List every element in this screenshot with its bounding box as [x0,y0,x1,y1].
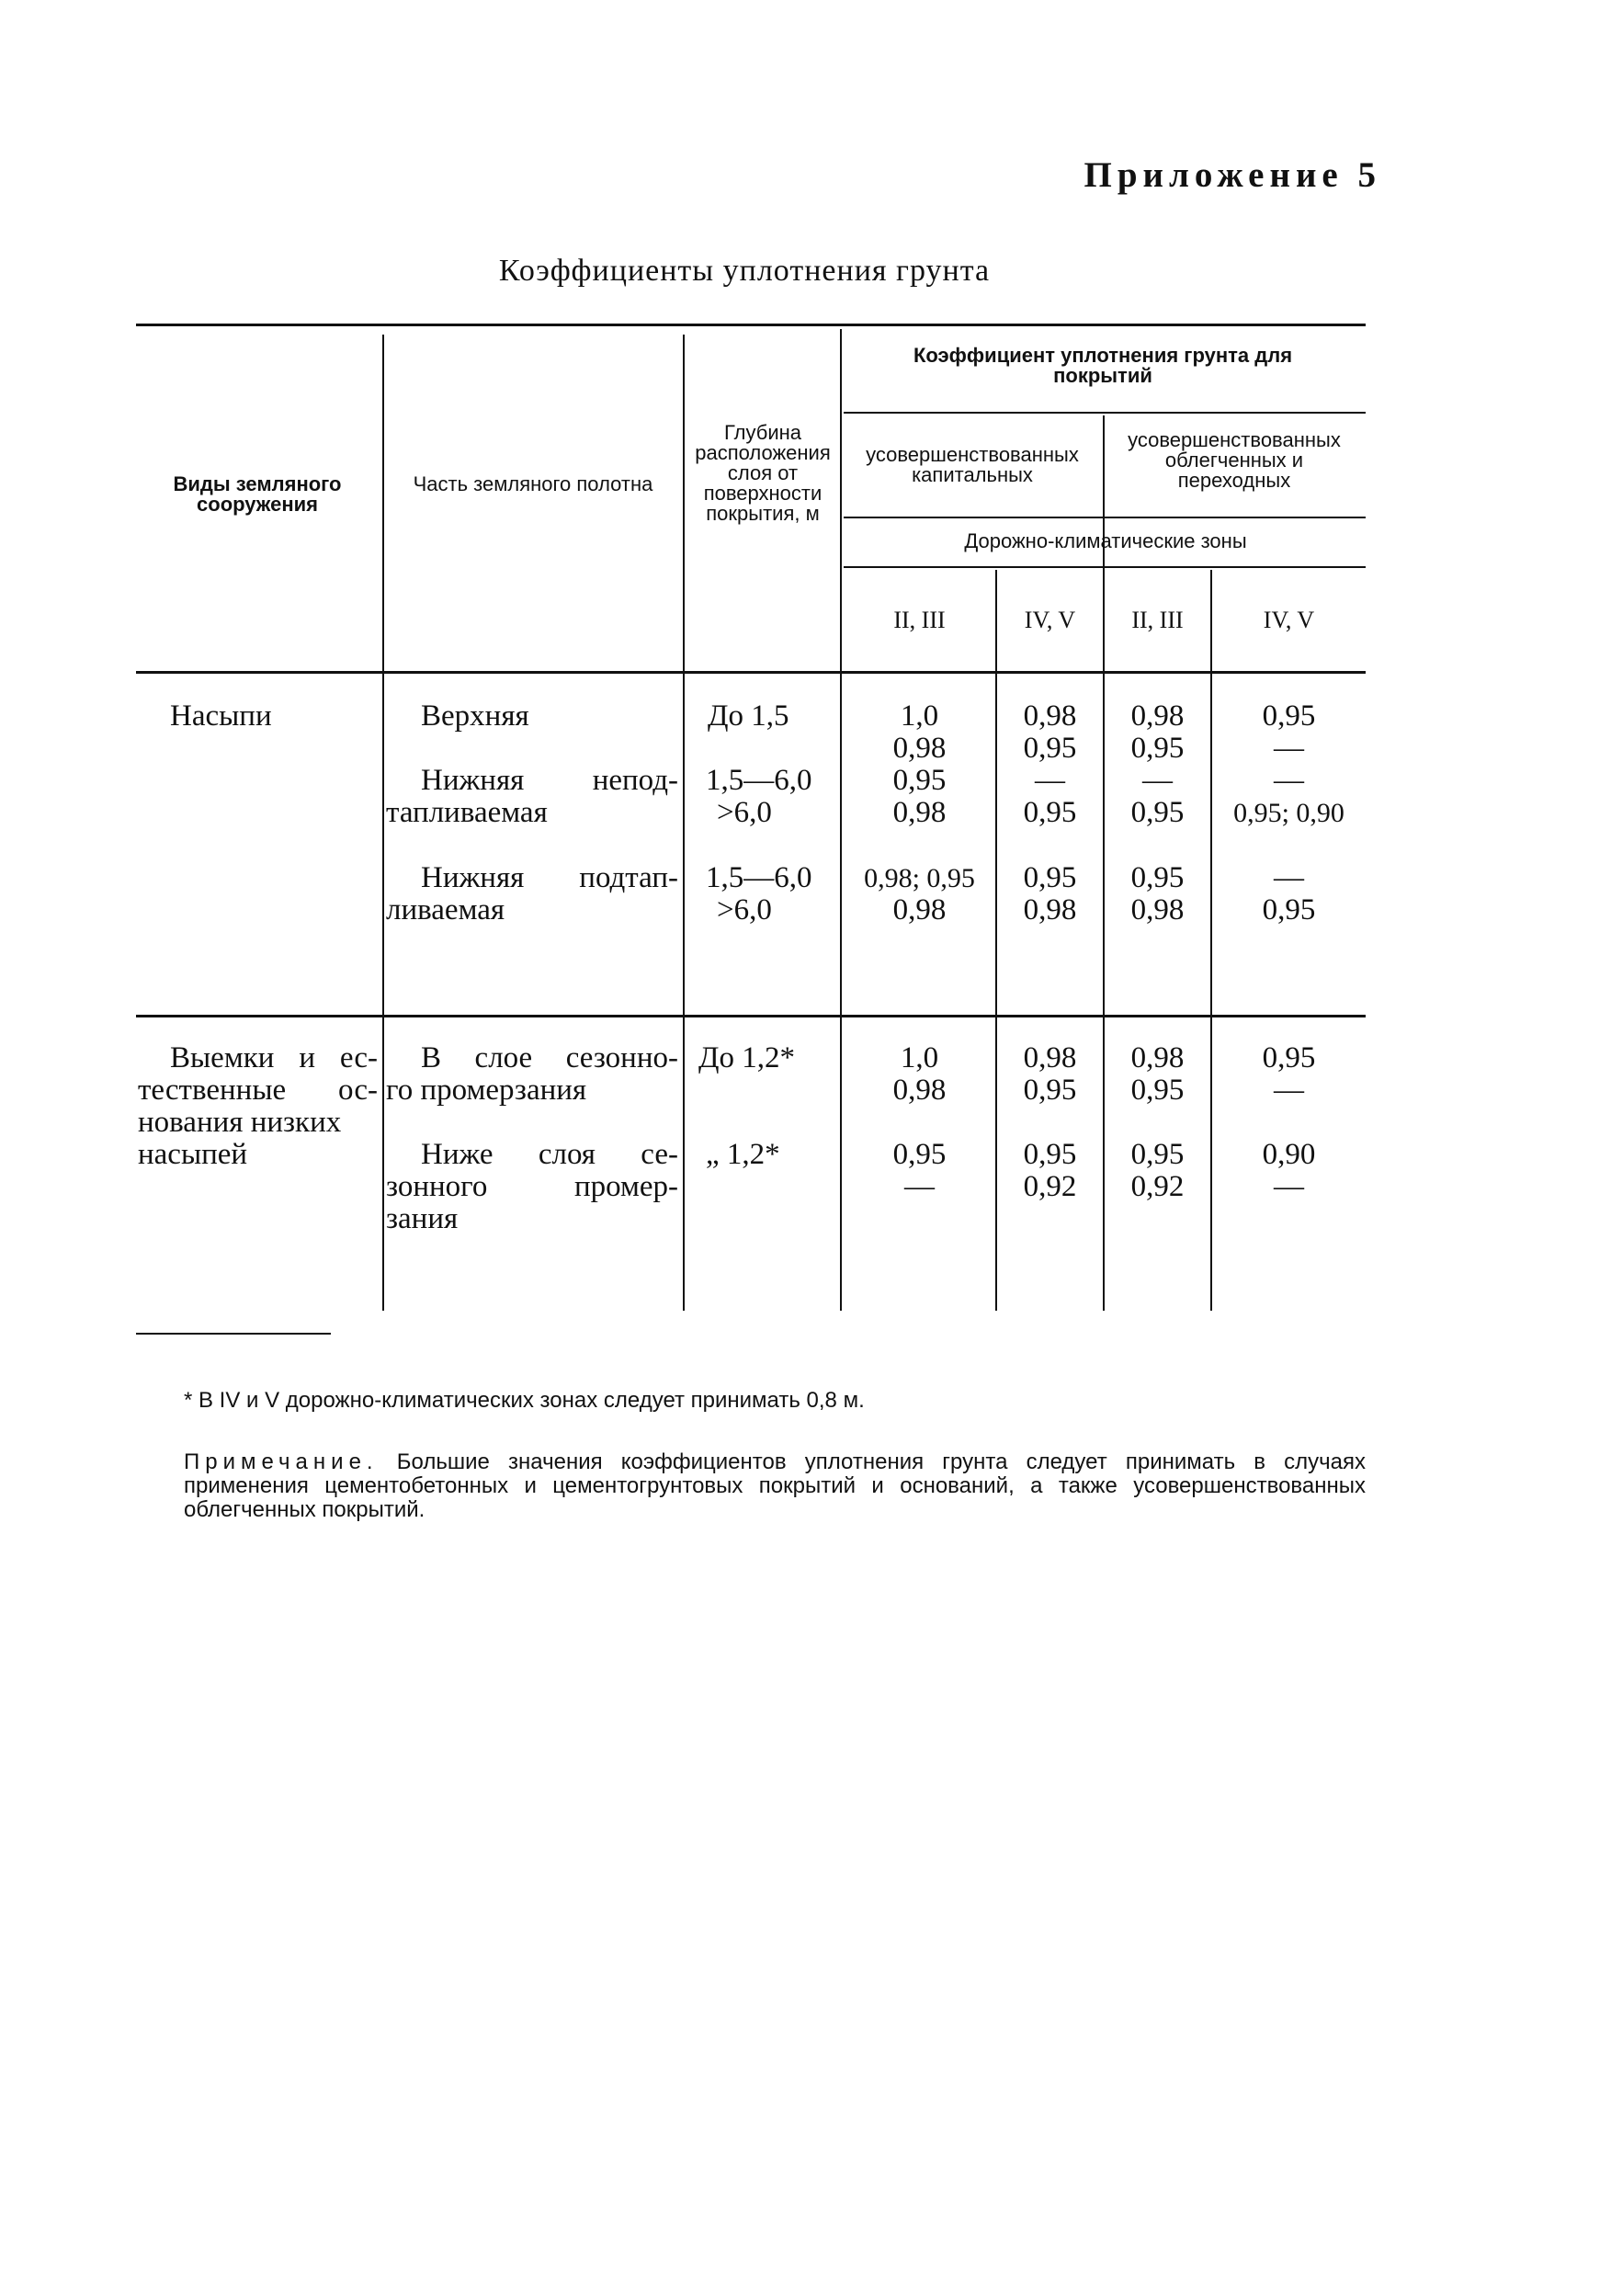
coef-light-4-5: — [1274,764,1304,797]
coef-light-4-5: 0,95; 0,90 [1233,798,1344,828]
coef-capital-4-5: 0,98 [1023,893,1077,926]
col-line-2 [683,335,685,1311]
col-line-3 [840,329,842,1311]
coef-light-2-3: 0,95 [1130,861,1185,894]
coef-capital-2-3: 0,98 [892,1074,947,1107]
coef-light-4-5: 0,95 [1262,893,1316,926]
coef-capital-2-3: 0,98 [892,893,947,926]
note-lead: Примечание. [184,1449,379,1474]
coef-light-4-5: 0,90 [1262,1138,1316,1171]
coef-capital-2-3: 0,98 [892,732,947,765]
group-name-embankments: Насыпи [170,699,272,733]
subgrade-part: ливаемая [386,893,505,926]
coef-light-2-3: 0,95 [1130,796,1185,829]
coef-capital-2-3: 0,98 [892,796,947,829]
coef-capital-4-5: 0,98 [1023,699,1077,733]
subgrade-part: го промерзания [386,1074,587,1107]
group-name-line: нования низких [138,1106,342,1139]
coef-light-2-3: 0,95 [1130,1074,1185,1107]
coef-capital-4-5: 0,98 [1023,1041,1077,1074]
coef-capital-4-5: 0,95 [1023,861,1077,894]
header-bottom-rule [136,671,1366,674]
subtype-header-rule [844,517,1366,518]
coef-capital-4-5: 0,92 [1023,1170,1077,1203]
header-climatic-zones: Дорожно-климатические зоны [964,529,1247,552]
coef-capital-2-3: 0,95 [892,764,947,797]
coef-light-4-5: 0,95 [1262,1041,1316,1074]
layer-depth: 1,5—6,0 [706,764,812,797]
coef-light-2-3: 0,98 [1130,893,1185,926]
header-structure-type: Виды земляного сооружения [173,472,342,516]
subgrade-part: Верхняя [421,699,529,733]
layer-depth: До 1,2* [698,1041,796,1074]
header-subgrade-part: Часть земляного полотна [413,472,653,495]
coef-light-2-3: 0,98 [1130,1041,1185,1074]
coef-light-4-5: 0,95 [1262,699,1316,733]
layer-depth: >6,0 [717,796,772,829]
subgrade-part: Нижняя подтап- [421,861,678,894]
zones-header-rule [844,566,1366,568]
layer-depth: 1,5—6,0 [706,861,812,894]
coef-light-2-3: 0,92 [1130,1170,1185,1203]
coef-capital-4-5: 0,95 [1023,1074,1077,1107]
subgrade-part: Ниже слоя се- [421,1138,678,1171]
col-line-1 [382,335,384,1311]
coef-light-4-5: — [1274,861,1304,894]
header-light-pavements: усовершенствованных облегченных и переходных [1128,428,1341,492]
table-top-rule [136,324,1366,326]
coef-header-rule [844,412,1366,414]
coef-light-4-5: — [1274,1170,1304,1203]
header-capital-pavements: усовершенствованных капитальных [866,443,1079,486]
header-compaction-coef: Коэффициент уплотнения грунта для покрытий [913,344,1293,387]
appendix-label: Приложение 5 [1083,155,1381,195]
group-separator-rule [136,1015,1366,1017]
coef-light-2-3: 0,95 [1130,732,1185,765]
coef-light-2-3: 0,95 [1130,1138,1185,1171]
subgrade-part: зонного промер- [386,1170,678,1203]
header-zone-capital-4-5: IV, V [1024,607,1076,633]
header-zone-capital-2-3: II, III [893,607,946,633]
header-zone-light-2-3: II, III [1131,607,1184,633]
layer-depth: „ 1,2* [706,1138,780,1171]
coef-capital-2-3: 0,95 [892,1138,947,1171]
layer-depth: До 1,5 [708,699,789,733]
page-title: Коэффициенты уплотнения грунта [498,254,991,288]
coef-capital-2-3: — [904,1170,935,1203]
coef-light-2-3: — [1142,764,1173,797]
coef-capital-4-5: 0,95 [1023,796,1077,829]
group-name-line: тественные ос- [138,1074,378,1107]
coef-light-2-3: 0,98 [1130,699,1185,733]
group-name-line: Выемки и ес- [170,1041,378,1074]
layer-depth: >6,0 [717,893,772,926]
footnote: * В IV и V дорожно-климатических зонах следует принимать 0,8 м. [184,1388,865,1413]
subgrade-part: тапливаемая [386,796,548,829]
group-name-line: насыпей [138,1138,248,1171]
note [184,1450,1366,1522]
subgrade-part: зания [386,1202,459,1235]
header-zone-light-4-5: IV, V [1263,607,1315,633]
coef-light-4-5: — [1274,1074,1304,1107]
note-text: Большие значения коэффициентов уплотнения грунта следует принимать в случаях применения цементобетонных и цементогрунтовых покрытий и оснований, а также усовершенствованных облегченных покрытий. [184,1449,1367,1522]
coef-light-4-5: — [1274,732,1304,765]
coef-capital-2-3: 1,0 [900,1041,939,1074]
coef-capital-4-5: — [1035,764,1065,797]
header-layer-depth: Глубина расположения слоя от поверхности покрытия, м [695,421,831,525]
subgrade-part: Нижняя непод- [421,764,678,797]
subgrade-part: В слое сезонно- [421,1041,678,1074]
coef-capital-4-5: 0,95 [1023,732,1077,765]
coef-capital-2-3: 1,0 [900,699,939,733]
coef-capital-2-3: 0,98; 0,95 [864,863,975,893]
footnote-rule [136,1333,331,1335]
coef-capital-4-5: 0,95 [1023,1138,1077,1171]
